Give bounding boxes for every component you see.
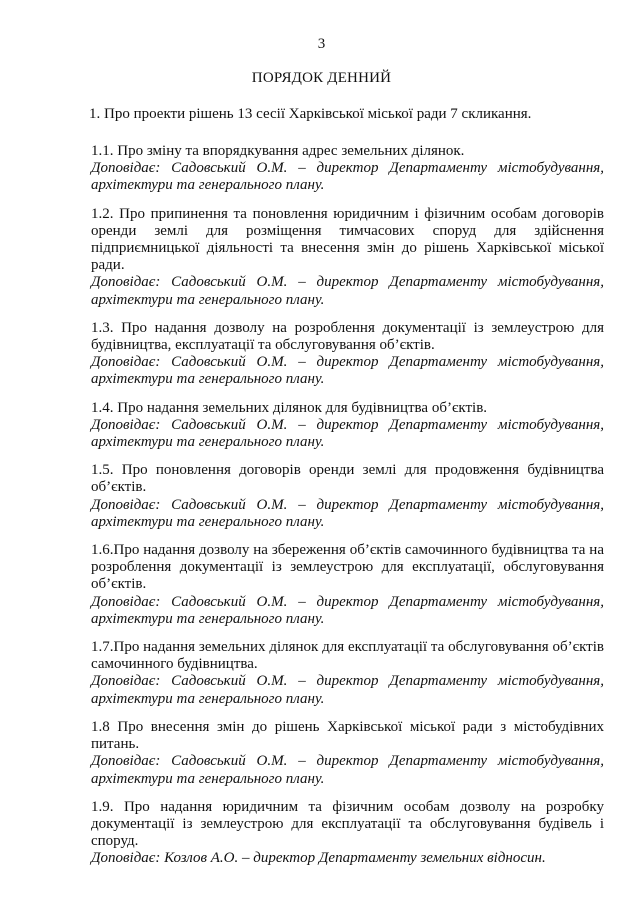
agenda-item-speaker: Доповідає: Садовський О.М. – директор Департаменту містобудування, архітектури та генерального плану. [91,496,604,530]
agenda-item-speaker: Доповідає: Садовський О.М. – директор Департаменту містобудування, архітектури та генерального плану. [91,593,604,627]
agenda-item-speaker: Доповідає: Садовський О.М. – директор Департаменту містобудування, архітектури та генерального плану. [91,753,604,787]
agenda-item-text: 1.9. Про надання юридичним та фізичним особам дозволу на розробку документації із землеустрою для експлуатації та обслуговування будівель і споруд. [91,798,604,850]
agenda-item-speaker: Доповідає: Садовський О.М. – директор Департаменту містобудування, архітектури та генерального плану. [91,274,604,308]
agenda-item-1-5 [91,462,604,531]
agenda-item-speaker: Доповідає: Садовський О.М. – директор Департаменту містобудування, архітектури та генерального плану. [91,673,604,707]
agenda-item-speaker: Доповідає: Садовський О.М. – директор Департаменту містобудування, архітектури та генерального плану. [91,416,604,451]
agenda-title: ПОРЯДОК ДЕННИЙ [251,70,392,86]
agenda-item-text: 1.5. Про поновлення договорів оренди землі для продовження будівництва об’єктів. [91,462,604,496]
agenda-item-text: 1.7.Про надання земельних ділянок для експлуатації та обслуговування об’єктів самочинного будівництва. [91,639,604,673]
agenda-item-text: 1.2. Про припинення та поновлення юридичним і фізичним особам договорів оренди землі для розміщення тимчасових споруд для здійснення підприємницької діяльності та внесення змін до рішень Харківської міської ради. [91,205,604,274]
agenda-item-1-9 [91,799,604,868]
agenda-item-speaker: Доповідає: Козлов А.О. – директор Департаменту земельних відносин. [91,850,546,867]
agenda-item-1-1 [91,143,604,195]
section-heading: 1. Про проекти рішень 13 сесії Харківської міської ради 7 скликання. [89,106,532,122]
agenda-item-text: 1.1. Про зміну та впорядкування адрес земельних ділянок. [91,143,465,159]
agenda-item-1-2 [91,206,604,309]
agenda-item-text: 1.3. Про надання дозволу на розроблення документації із землеустрою для будівництва, експлуатації та обслуговування об’єктів. [91,319,604,354]
agenda-item-1-7 [91,639,604,708]
agenda-item-1-6 [91,542,604,628]
agenda-items-list [91,143,604,879]
agenda-item-1-4 [91,400,604,452]
page-number: 3 [317,36,326,52]
agenda-item-text: 1.8 Про внесення змін до рішень Харківської міської ради з містобудівних питань. [91,718,604,753]
agenda-item-speaker: Доповідає: Садовський О.М. – директор Департаменту містобудування, архітектури та генерального плану. [91,160,604,194]
agenda-item-text: 1.4. Про надання земельних ділянок для будівництва об’єктів. [91,399,488,416]
agenda-item-text: 1.6.Про надання дозволу на збереження об’єктів самочинного будівництва та на розроблення документації із землеустрою для експлуатації, обслуговування об’єктів. [91,542,604,593]
agenda-item-1-8 [91,719,604,788]
agenda-item-speaker: Доповідає: Садовський О.М. – директор Департаменту містобудування, архітектури та генерального плану. [91,354,604,388]
agenda-item-1-3 [91,320,604,389]
